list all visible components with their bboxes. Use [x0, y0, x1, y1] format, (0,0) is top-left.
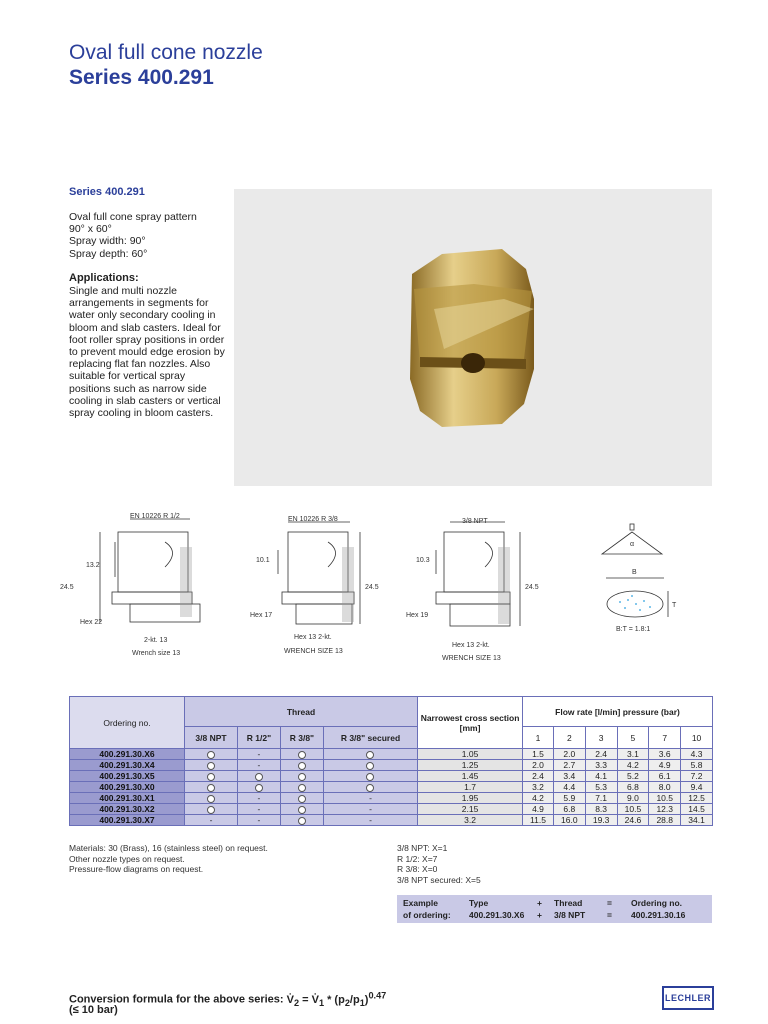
- available-dot-icon: [366, 773, 374, 781]
- table-row: [70, 793, 713, 804]
- example-label: Example: [403, 898, 438, 908]
- equals-sign: =: [607, 910, 612, 920]
- flow-value: 11.5: [523, 815, 554, 826]
- thread-option: -: [237, 760, 280, 771]
- nozzle-image: [234, 189, 712, 486]
- flow-value: 12.5: [681, 793, 713, 804]
- flow-header: Flow rate [l/min] pressure (bar): [523, 697, 713, 727]
- available-dot-icon: [298, 784, 306, 792]
- flow-value: 10.5: [617, 804, 649, 815]
- thread-option: -: [237, 815, 280, 826]
- table-row: [70, 804, 713, 815]
- available-dot-icon: [366, 784, 374, 792]
- material-notes: [69, 843, 268, 875]
- d2-wrench: WRENCH SIZE 13: [284, 648, 343, 655]
- thread-header: Thread: [185, 697, 418, 727]
- thread-option: [323, 782, 417, 793]
- formula-exponent: 0.47: [368, 990, 387, 1000]
- example-ordering-head: Ordering no.: [631, 898, 682, 908]
- thread-option: [280, 804, 323, 815]
- table-row: [70, 760, 713, 771]
- flow-value: 2.4: [523, 771, 554, 782]
- example-label2: of ordering:: [403, 910, 451, 920]
- available-dot-icon: [207, 751, 215, 759]
- flow-value: 2.7: [553, 760, 585, 771]
- thread-option: -: [237, 804, 280, 815]
- pressure-col: 10: [681, 727, 713, 749]
- desc-line: Oval full cone spray pattern: [69, 211, 197, 223]
- applications-text: Single and multi nozzle arrangements in segments for water only secondary cooling in bloom and slab casters. Ideal for foot roller spray positions in order to prevent mould edge erosion by replacing flat fan nozzles. Also suitable for vertical spray positions such as narrow side cooling in slab casters or vertical spray cooling in bloom casters.: [69, 285, 225, 420]
- available-dot-icon: [207, 806, 215, 814]
- flow-value: 14.5: [681, 804, 713, 815]
- cross-section-value: 1.7: [418, 782, 523, 793]
- formula-math: $V̇_2$ = $V̇_1 * (p_2/p_1)^{0.47}$: [286, 990, 387, 1008]
- thread-col: R 3/8" secured: [323, 727, 417, 749]
- flow-value: 4.3: [681, 749, 713, 760]
- flow-value: 5.8: [681, 760, 713, 771]
- thread-option: -: [237, 749, 280, 760]
- d2-hex: Hex 17: [250, 612, 273, 619]
- pressure-col: 5: [617, 727, 649, 749]
- table-row: [70, 771, 713, 782]
- thread-col: R 1/2": [237, 727, 280, 749]
- technical-drawings: [60, 512, 720, 662]
- flow-value: 16.0: [553, 815, 585, 826]
- available-dot-icon: [207, 773, 215, 781]
- d2-dim2: 24.5: [365, 584, 379, 591]
- thread-option: -: [323, 815, 417, 826]
- flow-value: 2.4: [585, 749, 617, 760]
- flow-value: 3.1: [617, 749, 649, 760]
- example-ordering-value: 400.291.30.16: [631, 910, 686, 920]
- available-dot-icon: [207, 795, 215, 803]
- flow-value: 4.9: [649, 760, 681, 771]
- pressure-col: 1: [523, 727, 554, 749]
- spec-table: [69, 696, 713, 826]
- plus-sign: +: [537, 910, 542, 920]
- d4-b: B: [632, 569, 637, 576]
- code-line: R 3/8: X=0: [397, 864, 438, 874]
- d4-ratio: B:T = 1.8:1: [616, 626, 651, 633]
- table-row: [70, 782, 713, 793]
- pressure-col: 3: [585, 727, 617, 749]
- thread-col: R 3/8": [280, 727, 323, 749]
- d1-thread-label: EN 10226 R 1/2: [130, 513, 180, 520]
- thread-option: [280, 749, 323, 760]
- example-type-head: Type: [469, 898, 489, 908]
- applications-heading: Applications:: [69, 272, 139, 284]
- flow-value: 4.4: [553, 782, 585, 793]
- narrowest-header: Narrowest cross section [mm]: [418, 697, 523, 749]
- thread-option: [185, 793, 238, 804]
- thread-col: 3/8 NPT: [185, 727, 238, 749]
- available-dot-icon: [366, 751, 374, 759]
- d2-kt: Hex 13 2-kt.: [294, 634, 332, 641]
- formula-limit: (≤ 10 bar): [69, 1004, 118, 1016]
- cross-section-value: 3.2: [418, 815, 523, 826]
- d1-wrench: Wrench size 13: [132, 650, 181, 657]
- note-line: Other nozzle types on request.: [69, 853, 185, 864]
- flow-value: 7.1: [585, 793, 617, 804]
- example-thread-head: Thread: [554, 898, 583, 908]
- ordering-number: 400.291.30.X2: [70, 804, 185, 815]
- d3-kt: Hex 13 2-kt.: [452, 642, 490, 649]
- flow-value: 9.4: [681, 782, 713, 793]
- page-title-line1: Oval full cone nozzle: [69, 41, 263, 64]
- flow-value: 28.8: [649, 815, 681, 826]
- thread-option: [280, 771, 323, 782]
- d1-dim1: 13.2: [86, 562, 100, 569]
- thread-option: -: [185, 815, 238, 826]
- flow-value: 3.3: [585, 760, 617, 771]
- flow-value: 34.1: [681, 815, 713, 826]
- available-dot-icon: [255, 773, 263, 781]
- d2-dim1: 10.1: [256, 557, 270, 564]
- thread-option: [185, 804, 238, 815]
- flow-value: 4.1: [585, 771, 617, 782]
- thread-codes: [397, 843, 481, 885]
- thread-option: -: [323, 804, 417, 815]
- spray-description: [69, 211, 229, 260]
- available-dot-icon: [298, 817, 306, 825]
- flow-value: 7.2: [681, 771, 713, 782]
- brand-logo: LECHLER: [662, 986, 714, 1010]
- example-thread-value: 3/8 NPT: [554, 910, 586, 920]
- formula-text: Conversion formula for the above series:: [69, 993, 284, 1006]
- available-dot-icon: [207, 784, 215, 792]
- flow-value: 4.9: [523, 804, 554, 815]
- cross-section-value: 2.15: [418, 804, 523, 815]
- plus-sign: +: [537, 898, 542, 908]
- note-line: Pressure-flow diagrams on request.: [69, 864, 204, 874]
- page-title-series: Series 400.291: [69, 66, 214, 89]
- thread-option: [280, 815, 323, 826]
- flow-value: 6.8: [617, 782, 649, 793]
- ordering-number: 400.291.30.X4: [70, 760, 185, 771]
- flow-value: 2.0: [553, 749, 585, 760]
- thread-option: [280, 793, 323, 804]
- flow-value: 5.3: [585, 782, 617, 793]
- flow-value: 3.4: [553, 771, 585, 782]
- d1-dim2: 24.5: [60, 584, 74, 591]
- flow-value: 10.5: [649, 793, 681, 804]
- desc-line: 90° x 60°: [69, 223, 112, 236]
- flow-value: 9.0: [617, 793, 649, 804]
- thread-option: [280, 760, 323, 771]
- thread-option: [185, 749, 238, 760]
- code-line: 3/8 NPT secured: X=5: [397, 874, 481, 885]
- flow-value: 24.6: [617, 815, 649, 826]
- cross-section-value: 1.45: [418, 771, 523, 782]
- ordering-number: 400.291.30.X1: [70, 793, 185, 804]
- product-photo: [234, 189, 712, 486]
- pressure-col: 2: [553, 727, 585, 749]
- thread-option: [185, 782, 238, 793]
- flow-value: 5.2: [617, 771, 649, 782]
- thread-option: [323, 760, 417, 771]
- series-heading: Series 400.291: [69, 186, 145, 198]
- code-line: R 1/2: X=7: [397, 853, 438, 864]
- ordering-number: 400.291.30.X5: [70, 771, 185, 782]
- d4-t: T: [672, 602, 677, 609]
- d3-wrench: WRENCH SIZE 13: [442, 655, 501, 662]
- available-dot-icon: [298, 751, 306, 759]
- thread-option: -: [323, 793, 417, 804]
- flow-value: 8.0: [649, 782, 681, 793]
- table-row: [70, 815, 713, 826]
- d1-kt: 2-kt. 13: [144, 637, 168, 644]
- d3-dim2: 24.5: [525, 584, 539, 591]
- table-row: [70, 749, 713, 760]
- thread-option: [185, 760, 238, 771]
- flow-value: 2.0: [523, 760, 554, 771]
- flow-value: 8.3: [585, 804, 617, 815]
- note-line: Materials: 30 (Brass), 16 (stainless steel) on request.: [69, 843, 268, 853]
- thread-option: [185, 771, 238, 782]
- available-dot-icon: [255, 784, 263, 792]
- thread-option: [323, 749, 417, 760]
- d3-hex: Hex 19: [406, 612, 429, 619]
- available-dot-icon: [366, 762, 374, 770]
- example-type-value: 400.291.30.X6: [469, 910, 525, 920]
- ordering-number: 400.291.30.X7: [70, 815, 185, 826]
- thread-option: [237, 771, 280, 782]
- cross-section-value: 1.25: [418, 760, 523, 771]
- flow-value: 6.1: [649, 771, 681, 782]
- desc-line: Spray depth: 60°: [69, 247, 148, 260]
- d4-alpha: α: [630, 541, 635, 548]
- available-dot-icon: [298, 762, 306, 770]
- d2-thread-label: EN 10226 R 3/8: [288, 516, 338, 523]
- available-dot-icon: [298, 773, 306, 781]
- flow-value: 1.5: [523, 749, 554, 760]
- flow-value: 12.3: [649, 804, 681, 815]
- equals-sign: =: [607, 898, 612, 908]
- thread-option: [280, 782, 323, 793]
- flow-value: 4.2: [523, 793, 554, 804]
- ordering-header: Ordering no.: [70, 697, 185, 749]
- flow-value: 5.9: [553, 793, 585, 804]
- flow-value: 4.2: [617, 760, 649, 771]
- available-dot-icon: [207, 762, 215, 770]
- d3-dim1: 10.3: [416, 557, 430, 564]
- thread-option: -: [237, 793, 280, 804]
- ordering-number: 400.291.30.X0: [70, 782, 185, 793]
- ordering-number: 400.291.30.X6: [70, 749, 185, 760]
- thread-option: [323, 771, 417, 782]
- flow-value: 6.8: [553, 804, 585, 815]
- cross-section-value: 1.05: [418, 749, 523, 760]
- d3-thread-label: 3/8 NPT: [462, 518, 488, 525]
- d1-hex: Hex 22: [80, 619, 103, 626]
- flow-value: 3.2: [523, 782, 554, 793]
- available-dot-icon: [298, 806, 306, 814]
- desc-line: Spray width: 90°: [69, 235, 146, 248]
- flow-value: 3.6: [649, 749, 681, 760]
- pressure-col: 7: [649, 727, 681, 749]
- available-dot-icon: [298, 795, 306, 803]
- code-line: 3/8 NPT: X=1: [397, 843, 448, 853]
- thread-option: [237, 782, 280, 793]
- cross-section-value: 1.95: [418, 793, 523, 804]
- ordering-example: [397, 895, 712, 923]
- flow-value: 19.3: [585, 815, 617, 826]
